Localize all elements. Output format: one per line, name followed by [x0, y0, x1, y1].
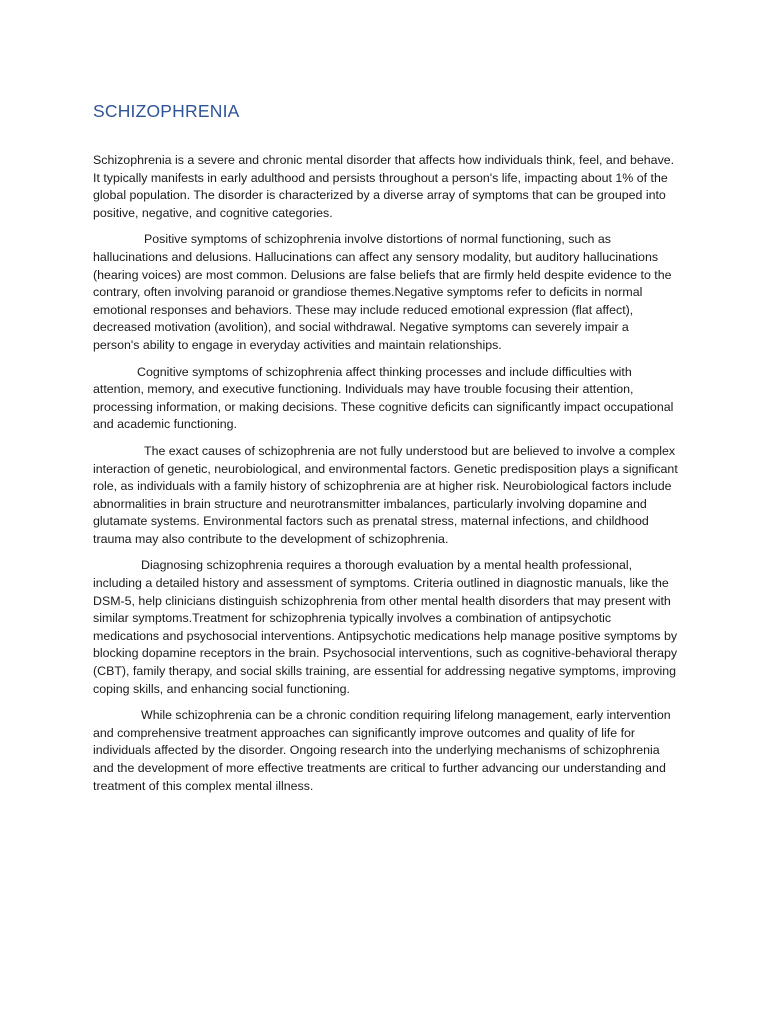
- paragraph-cognitive-symptoms: Cognitive symptoms of schizophrenia affect thinking processes and include difficulties with attention, memory, and executive functioning. Individuals may have trouble focusing their attention, processing information, or making decisions. These cognitive deficits can significantly impact occupational and academic functioning.: [93, 364, 674, 432]
- paragraph-conclusion: While schizophrenia can be a chronic condition requiring lifelong management, early intervention and comprehensive treatment approaches can significantly improve outcomes and quality of life for individuals affected by the disorder. Ongoing research into the underlying mechanisms of schizophrenia and the development of more effective treatments are critical to further advancing our understanding and treatment of this complex mental illness.: [93, 708, 671, 793]
- document-title: SCHIZOPHRENIA: [93, 101, 240, 121]
- paragraph-diagnosis-treatment: Diagnosing schizophrenia requires a thorough evaluation by a mental health professional, including a detailed history and assessment of symptoms. Criteria outlined in diagnostic manuals, like the DSM-5, help clinicians distinguish schizophrenia from other mental health disorders that may present with similar symptoms.Treatment for schizophrenia typically involves a combination of antipsychotic medications and psychosocial interventions. Antipsychotic medications help manage positive symptoms by blocking dopamine receptors in the brain. Psychosocial interventions, such as cognitive-behavioral therapy (CBT), family therapy, and social skills training, are essential for addressing negative symptoms, improving coping skills, and enhancing social functioning.: [93, 558, 678, 696]
- paragraph-causes: The exact causes of schizophrenia are not fully understood but are believed to involve a complex interaction of genetic, neurobiological, and environmental factors. Genetic predisposition plays a significant role, as individuals with a family history of schizophrenia are at higher risk. Neurobiological factors include abnormalities in brain structure and neurotransmitter imbalances, particularly involving dopamine and glutamate systems. Environmental factors such as prenatal stress, maternal infections, and childhood trauma may also contribute to the development of schizophrenia.: [93, 443, 678, 546]
- paragraph-introduction: Schizophrenia is a severe and chronic mental disorder that affects how individuals think, feel, and behave. It typically manifests in early adulthood and persists throughout a person's life, impacting about 1% of the global population. The disorder is characterized by a diverse array of symptoms that can be grouped into positive, negative, and cognitive categories.: [93, 153, 675, 220]
- paragraph-positive-negative-symptoms: Positive symptoms of schizophrenia involve distortions of normal functioning, such as hallucinations and delusions. Hallucinations can affect any sensory modality, but auditory hallucinations (hearing voices) are most common. Delusions are false beliefs that are firmly held despite evidence to the contrary, often involving paranoid or grandiose themes.Negative symptoms refer to deficits in normal emotional responses and behaviors. These may include reduced emotional expression (flat affect), decreased motivation (avolition), and social withdrawal. Negative symptoms can severely impair a person's ability to engage in everyday activities and maintain relationships.: [93, 232, 672, 352]
- document-body: [93, 152, 678, 804]
